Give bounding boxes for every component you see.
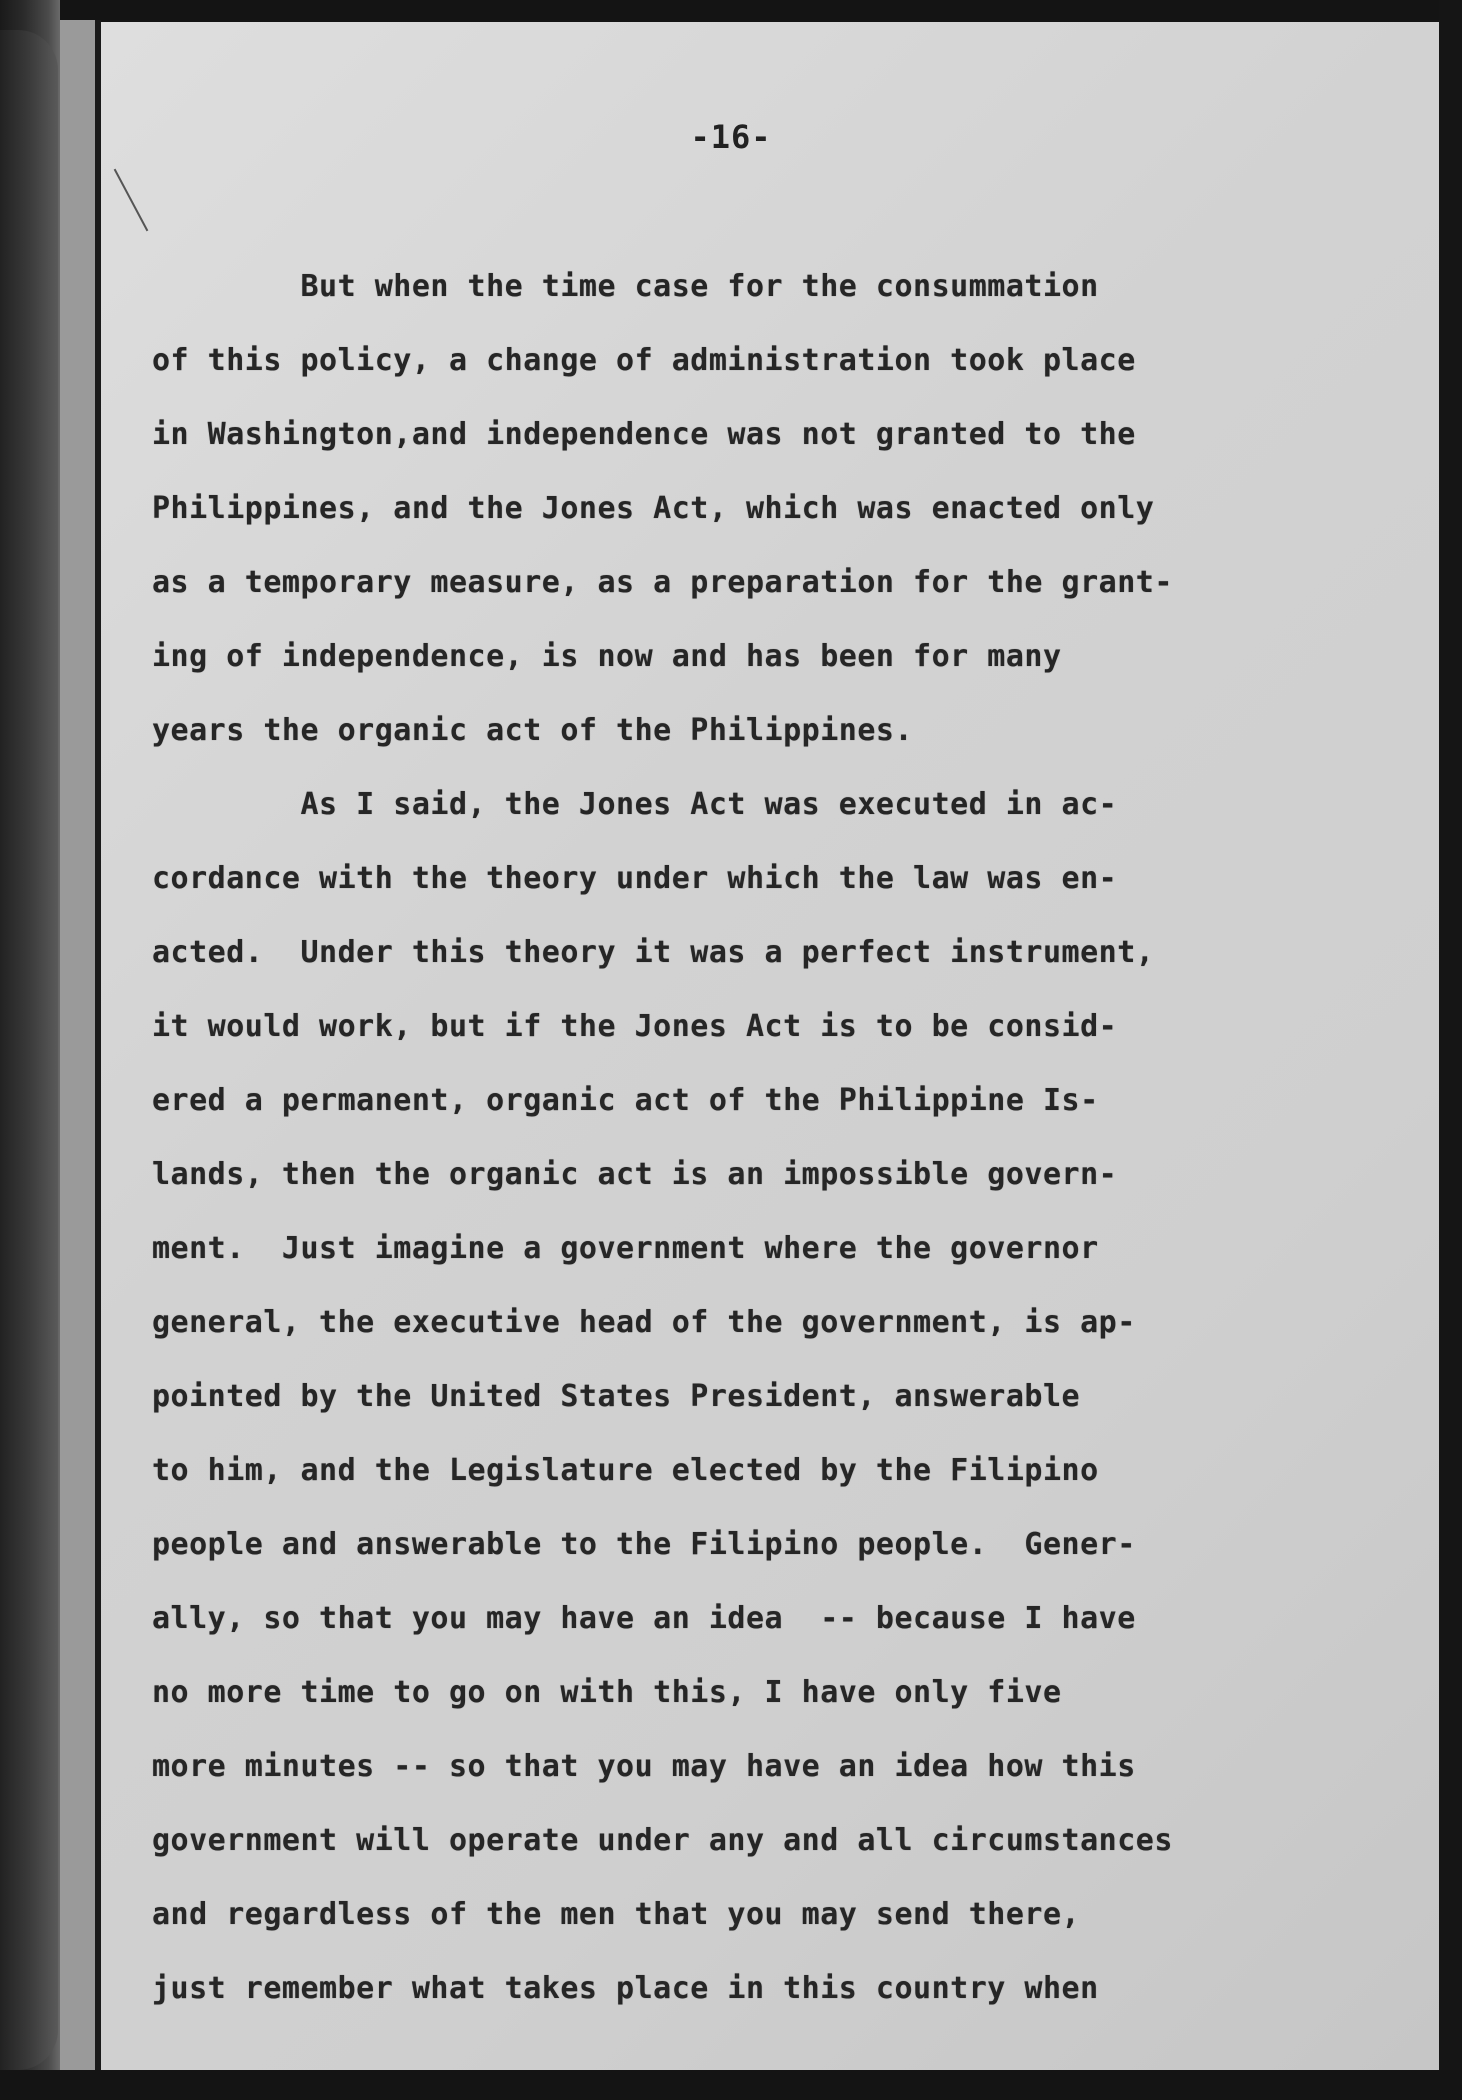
text-line: more minutes -- so that you may have an idea how this bbox=[152, 1749, 1136, 1784]
text-line: as a temporary measure, as a preparation for the grant- bbox=[152, 565, 1173, 600]
text-line: ally, so that you may have an idea -- because I have bbox=[152, 1601, 1136, 1636]
text-line: it would work, but if the Jones Act is to be consid- bbox=[152, 1009, 1118, 1044]
text-line: cordance with the theory under which the law was en- bbox=[152, 861, 1118, 896]
text-line: people and answerable to the Filipino people. Gener- bbox=[152, 1527, 1136, 1562]
text-line: ing of independence, is now and has been for many bbox=[152, 639, 1062, 674]
text-line: government will operate under any and all circumstances bbox=[152, 1823, 1173, 1858]
text-line: lands, then the organic act is an impossible govern- bbox=[152, 1157, 1118, 1192]
bottom-film-edge bbox=[0, 2070, 1462, 2100]
text-line: in Washington,and independence was not granted to the bbox=[152, 417, 1136, 452]
text-line: ment. Just imagine a government where the governor bbox=[152, 1231, 1099, 1266]
binding-edge bbox=[0, 30, 58, 2070]
text-line: ered a permanent, organic act of the Philippine Is- bbox=[152, 1083, 1099, 1118]
text-line: just remember what takes place in this country when bbox=[152, 1971, 1099, 2006]
text-line: Philippines, and the Jones Act, which was enacted only bbox=[152, 491, 1155, 526]
text-line: years the organic act of the Philippines. bbox=[152, 713, 914, 748]
text-line: and regardless of the men that you may send there, bbox=[152, 1897, 1081, 1932]
text-line: pointed by the United States President, answerable bbox=[152, 1379, 1081, 1414]
text-line: As I said, the Jones Act was executed in ac- bbox=[152, 787, 1118, 822]
left-margin-band bbox=[60, 20, 98, 2080]
text-line: general, the executive head of the government, is ap- bbox=[152, 1305, 1136, 1340]
text-line: But when the time case for the consummation bbox=[152, 269, 1099, 304]
typed-body-text bbox=[152, 262, 1382, 2038]
text-line: to him, and the Legislature elected by the Filipino bbox=[152, 1453, 1099, 1488]
text-line: of this policy, a change of administration took place bbox=[152, 343, 1136, 378]
right-film-edge bbox=[1439, 0, 1462, 2100]
text-line: acted. Under this theory it was a perfect instrument, bbox=[152, 935, 1155, 970]
page-number: -16- bbox=[690, 118, 772, 156]
text-line: no more time to go on with this, I have only five bbox=[152, 1675, 1062, 1710]
